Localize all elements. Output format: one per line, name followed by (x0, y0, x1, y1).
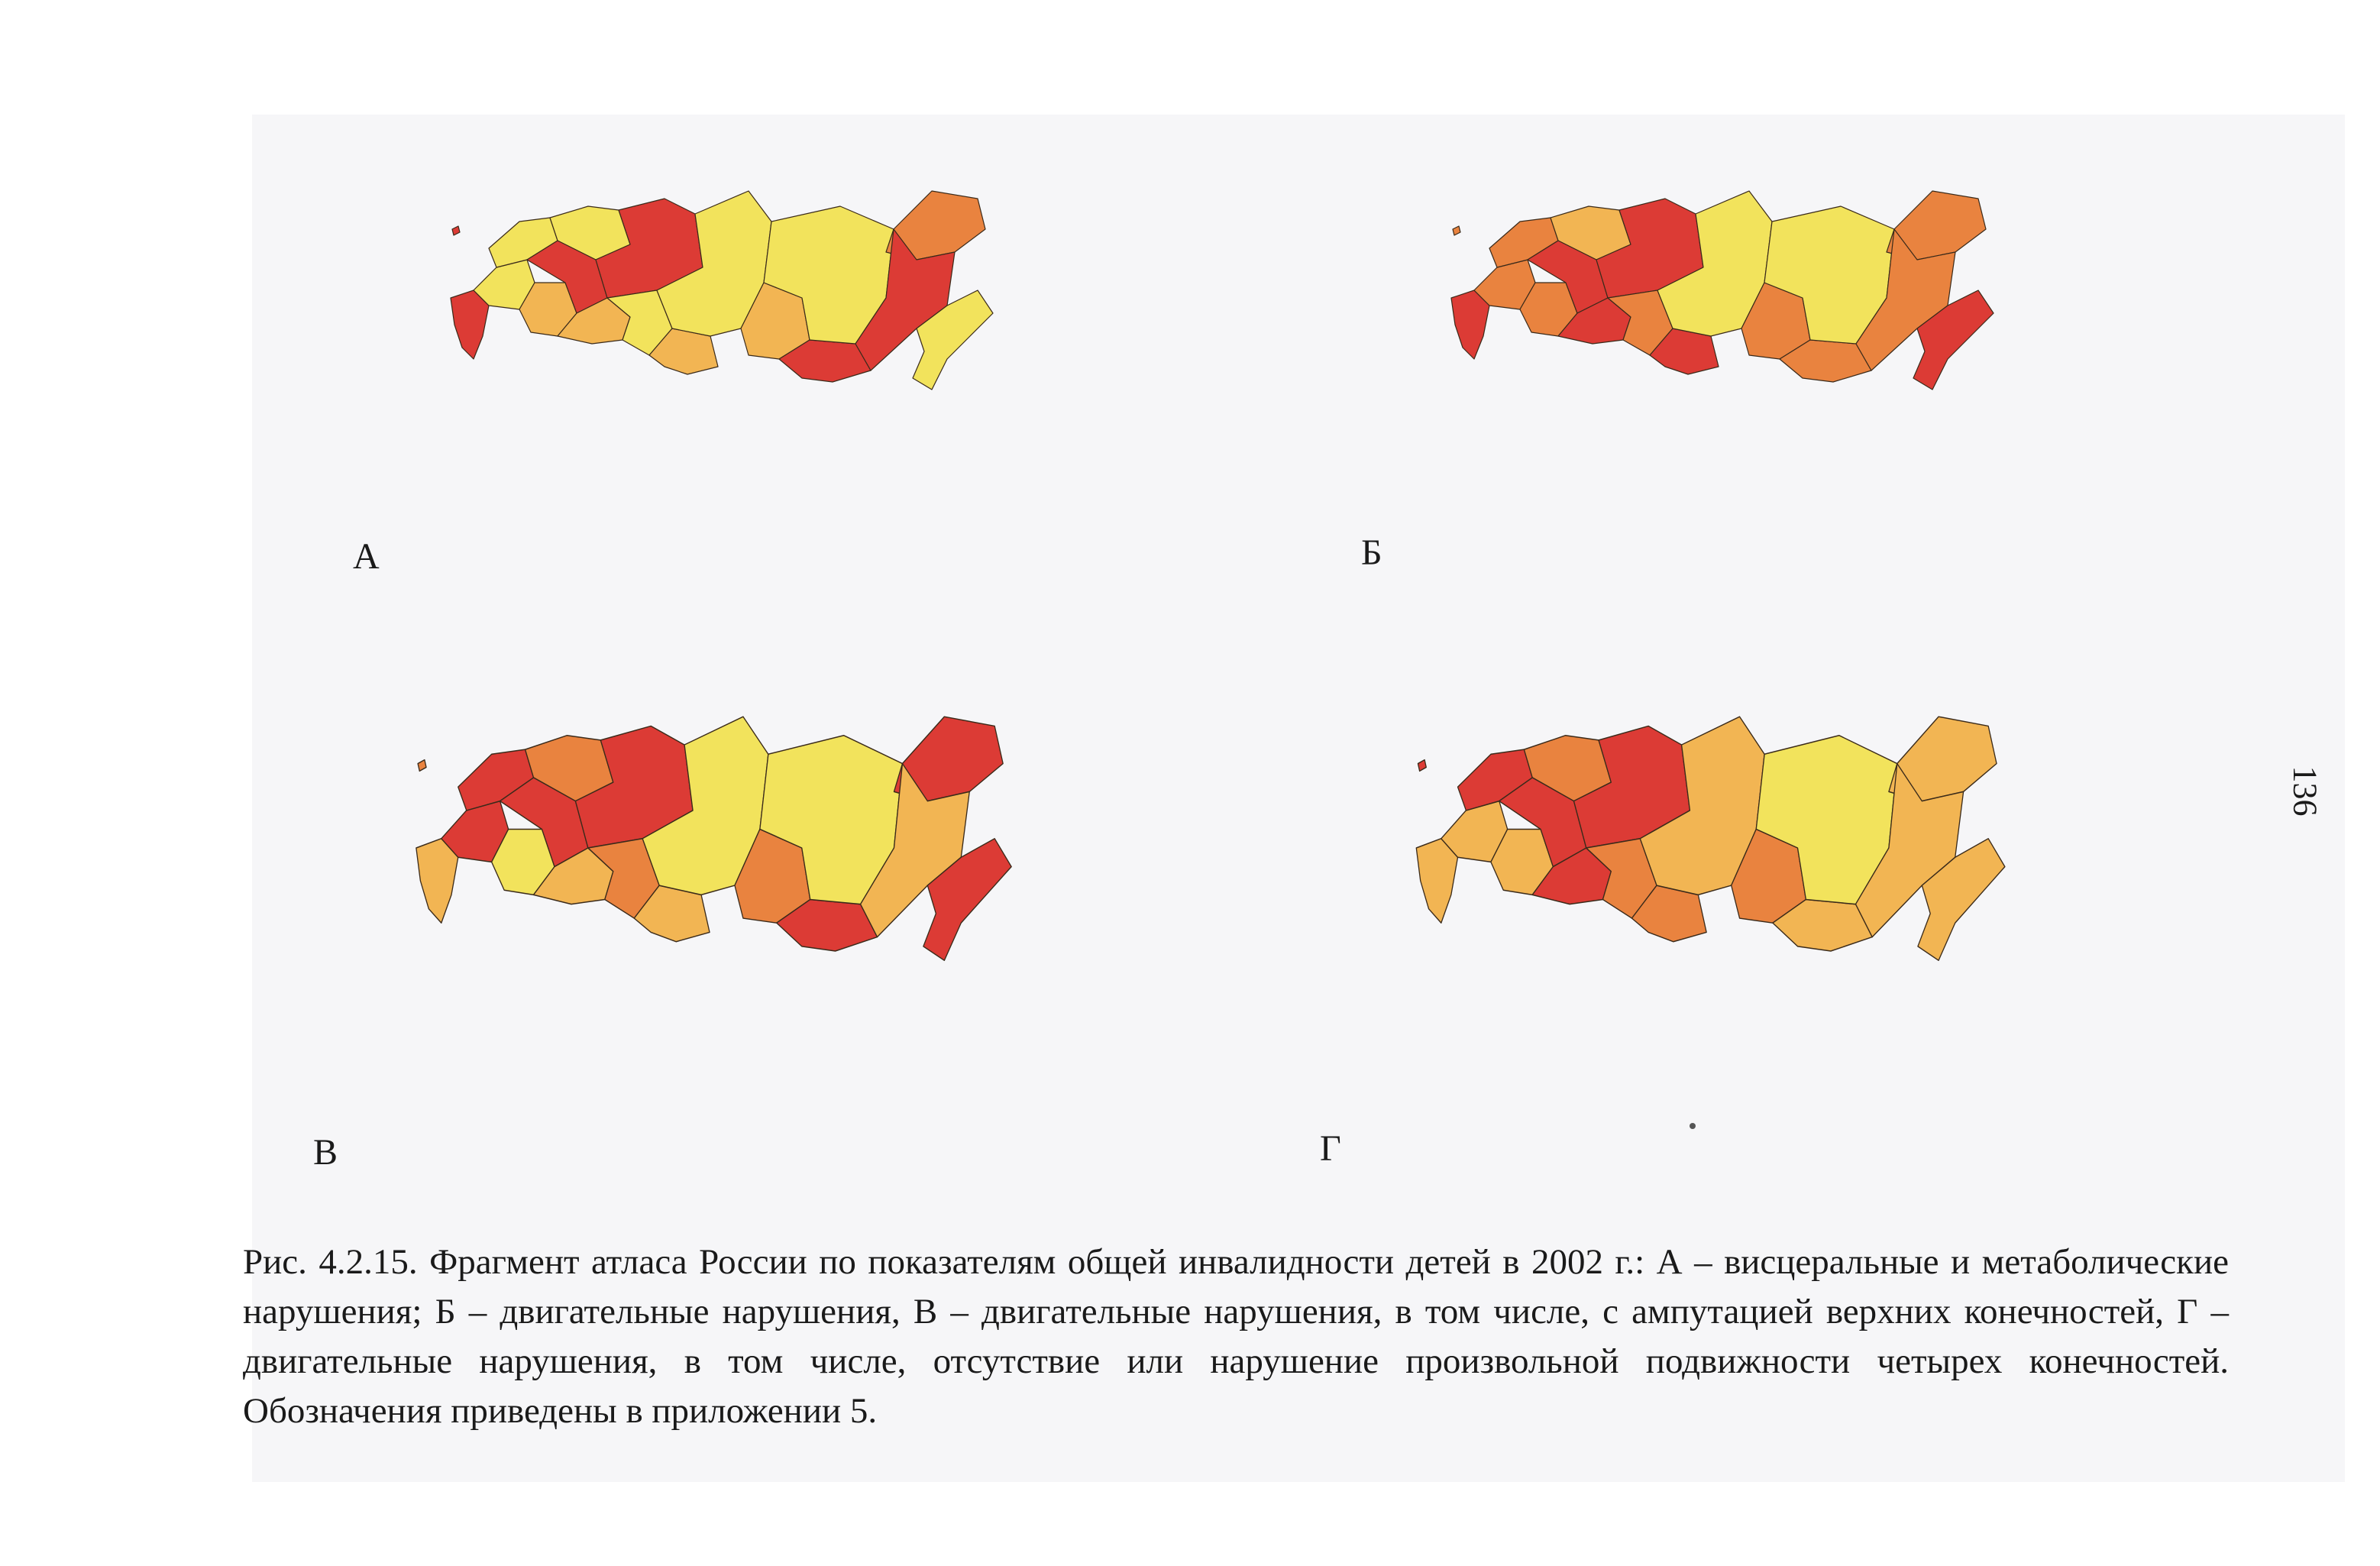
figure-caption: Рис. 4.2.15. Фрагмент атласа России по показателям общей инвалидности детей в 2002 г.: А – висцеральные и метаболические нарушения; Б – двигательные нарушения, В – двигательные нарушения, в том числе, с ампутацией верхних конечностей, Г – двигательные нарушения, в том числе, отсутствие или нарушение произвольной подвижности четырех конечностей. Обозначения приведены в приложении 5. (243, 1242, 2229, 1431)
map-regions-group (1416, 717, 2005, 960)
map-regions-group (451, 191, 993, 390)
russia-region-map-g (1375, 642, 2055, 1054)
map-panel-v (374, 642, 1062, 1054)
map-region (416, 839, 458, 923)
map-panel-a (412, 130, 1039, 466)
map-panel-g (1375, 642, 2055, 1054)
map-regions-group (1451, 191, 1994, 390)
page-number: 136 (2286, 765, 2324, 817)
russia-region-map-a (412, 130, 1039, 466)
map-region (451, 290, 489, 359)
map-region (452, 226, 460, 235)
map-label-g: Г (1320, 1128, 1341, 1169)
russia-region-map-b (1413, 130, 2039, 466)
map-region (1418, 760, 1426, 772)
map-region (1451, 290, 1489, 359)
map-region (1416, 839, 1457, 923)
map-label-b: Б (1361, 532, 1382, 573)
map-region (1453, 226, 1460, 235)
map-regions-group (416, 717, 1011, 960)
map-region (418, 760, 426, 772)
russia-region-map-v (374, 642, 1062, 1054)
map-label-a: А (353, 536, 380, 577)
map-panel-b (1413, 130, 2039, 466)
speck-mark (1690, 1123, 1696, 1129)
map-label-v: В (313, 1132, 338, 1173)
